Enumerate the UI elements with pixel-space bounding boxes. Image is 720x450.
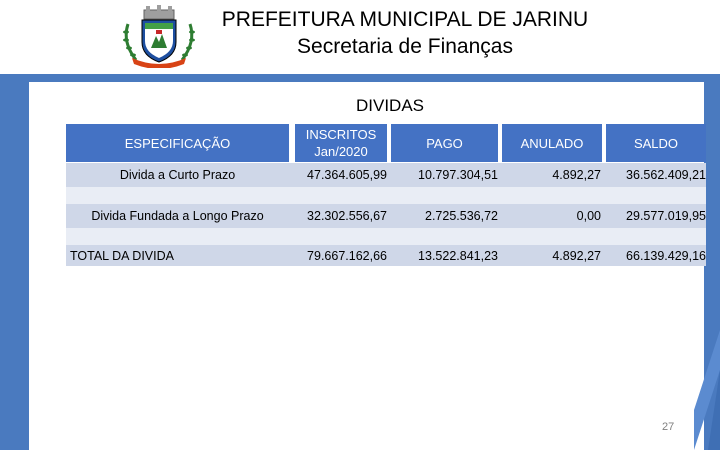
- anulado-value: 4.892,27: [552, 249, 601, 263]
- section-title: DIVIDAS: [355, 96, 425, 115]
- inscritos-value: 79.667.162,66: [307, 249, 387, 263]
- inscritos-value: 47.364.605,99: [307, 168, 387, 182]
- page-header: [0, 0, 720, 74]
- column-header-anulado: ANULADO: [502, 124, 602, 162]
- table-row-band: [66, 187, 706, 204]
- saldo-value: 29.577.019,95: [626, 209, 706, 223]
- column-header-inscritos: INSCRITOS Jan/2020: [295, 124, 387, 162]
- decorative-stripes-icon: [694, 330, 720, 450]
- row-label: TOTAL DA DIVIDA: [70, 249, 174, 263]
- table-row-band: [66, 228, 706, 245]
- column-header-saldo: SALDO: [606, 124, 706, 162]
- page-number: 27: [662, 421, 675, 433]
- pago-value: 10.797.304,51: [418, 168, 498, 182]
- pago-value: 13.522.841,23: [418, 249, 498, 263]
- municipal-crest-icon: [118, 4, 200, 68]
- saldo-value: 36.562.409,21: [626, 168, 706, 182]
- anulado-value: 4.892,27: [552, 168, 601, 182]
- row-label: Divida a Curto Prazo: [119, 168, 236, 182]
- saldo-value: 66.139.429,16: [626, 249, 706, 263]
- pago-value: 2.725.536,72: [425, 209, 498, 223]
- department-subtitle: Secretaria de Finanças: [297, 35, 513, 58]
- column-header-especificacao: ESPECIFICAÇÃO: [66, 124, 289, 162]
- inscritos-value: 32.302.556,67: [307, 209, 387, 223]
- header-title: [205, 6, 605, 60]
- row-label: Divida Fundada a Longo Prazo: [91, 209, 264, 223]
- column-header-pago: PAGO: [391, 124, 498, 162]
- municipality-title: PREFEITURA MUNICIPAL DE JARINU: [221, 8, 589, 31]
- anulado-value: 0,00: [576, 209, 601, 223]
